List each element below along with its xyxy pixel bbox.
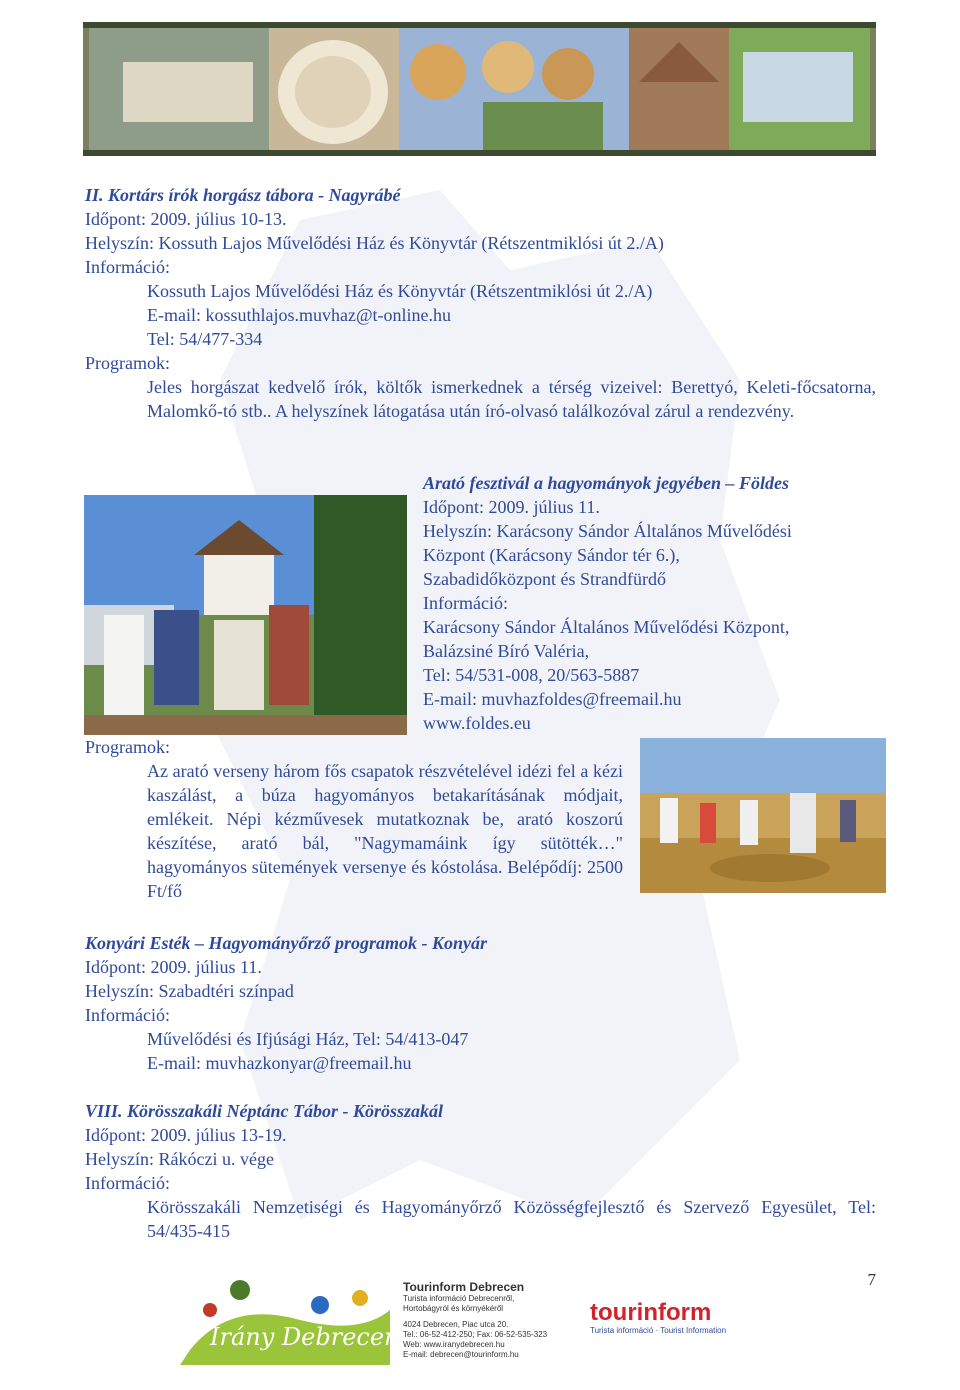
tourinform-logo-text: tourinform [590,1299,712,1326]
section-title-konyar: Konyári Esték – Hagyományőrző programok - Konyár [85,933,488,953]
tourinform-contact-block [403,1280,583,1380]
info-organizer: Körösszakáli Nemzetiségi és Hagyományőrző Közösségfejlesztő és Szervező Egyesület, Tel: 54/435-415 [147,1197,876,1241]
event-date: Időpont: 2009. július 11. [85,957,262,977]
info-organizer: Karácsony Sándor Általános Művelődési Központ, [423,617,790,637]
info-phone: Tel: 54/477-334 [147,329,263,349]
brand-left-text: Irány Debrecen [210,1323,400,1351]
event-venue-line1: Helyszín: Karácsony Sándor Általános Művelődési [423,521,792,541]
event-venue-line3: Szabadidőközpont és Strandfürdő [423,569,666,589]
event-venue: Helyszín: Rákóczi u. vége [85,1149,274,1169]
info-email: E-mail: muvhazkonyar@freemail.hu [147,1053,412,1073]
tourinform-subtitle-2: Hortobágyról és környékéről [403,1304,504,1313]
section-title-foldes: Arató fesztivál a hagyományok jegyében – Földes [423,473,789,493]
event-date: Időpont: 2009. július 13-19. [85,1125,287,1145]
programs-label: Programok: [85,737,170,757]
programs-label: Programok: [85,353,170,373]
event-venue: Helyszín: Szabadtéri színpad [85,981,294,1001]
info-organizer: Kossuth Lajos Művelődési Ház és Könyvtár (Rétszentmiklósi út 2./A) [147,281,653,301]
tourinform-subtitle-1: Turista információ Debrecenről, [403,1294,515,1303]
section-title-korosszakal: VIII. Körösszakáli Néptánc Tábor - Körösszakál [85,1101,444,1121]
section-title-nagyrabe: II. Kortárs írók horgász tábora - Nagyrábé [85,185,401,205]
event-date: Időpont: 2009. július 11. [423,497,600,517]
event-date: Időpont: 2009. július 10-13. [85,209,287,229]
tourinform-address: 4024 Debrecen, Piac utca 20. [403,1320,509,1329]
info-organizer: Művelődési és Ifjúsági Ház, Tel: 54/413-047 [147,1029,469,1049]
harvest-parade-photo [84,495,407,735]
tourinform-title: Tourinform Debrecen [403,1280,525,1294]
info-label: Információ: [85,1005,170,1025]
info-email: E-mail: kossuthlajos.muvhaz@t-online.hu [147,305,452,325]
header-photo-banner [83,22,876,156]
info-label: Információ: [85,1173,170,1193]
event-venue-line2: Központ (Karácsony Sándor tér 6.), [423,545,680,565]
irany-debrecen-logo [170,1270,400,1370]
page-number: 7 [867,1270,876,1289]
event-venue: Helyszín: Kossuth Lajos Művelődési Ház és Könyvtár (Rétszentmiklósi út 2./A) [85,233,664,253]
tourinform-email: E-mail: debrecen@tourinform.hu [403,1350,519,1359]
info-label: Információ: [423,593,508,613]
info-contact-person: Balázsiné Bíró Valéria, [423,641,590,661]
tourinform-logo-subtitle: Turista információ · Tourist Information [590,1326,727,1335]
programs-text: Jeles horgászat kedvelő írók, költők ismerkednek a térség vizeivel: Berettyó, Keleti-főcsatorna, Malomkő-tó stb.. A helyszínek látogatása után író-olvasó találkozóval zárul a rendezvény. [147,377,876,421]
info-label: Információ: [85,257,170,277]
info-email: E-mail: muvhazfoldes@freemail.hu [423,689,682,709]
tourinform-web: Web: www.iranydebrecen.hu [403,1340,505,1349]
tourinform-logo [590,1300,760,1340]
programs-text: Az arató verseny három fős csapatok részvételével idézi fel a kézi kaszálást, a búza hagyományos betakarításának módjait, emlékeit. Népi kézművesek mutatkoznak be, arató koszorú készítése, arató bál, "Nagymamáink így sütötték…" hagyományos sütemények versenye és kóstolása. Belépődíj: 2500 Ft/fő [147,761,623,901]
harvest-field-photo [640,738,886,893]
info-phone: Tel: 54/531-008, 20/563-5887 [423,665,640,685]
tourinform-phone: Tel.: 06-52-412-250; Fax: 06-52-535-323 [403,1330,548,1339]
info-website: www.foldes.eu [423,713,531,733]
